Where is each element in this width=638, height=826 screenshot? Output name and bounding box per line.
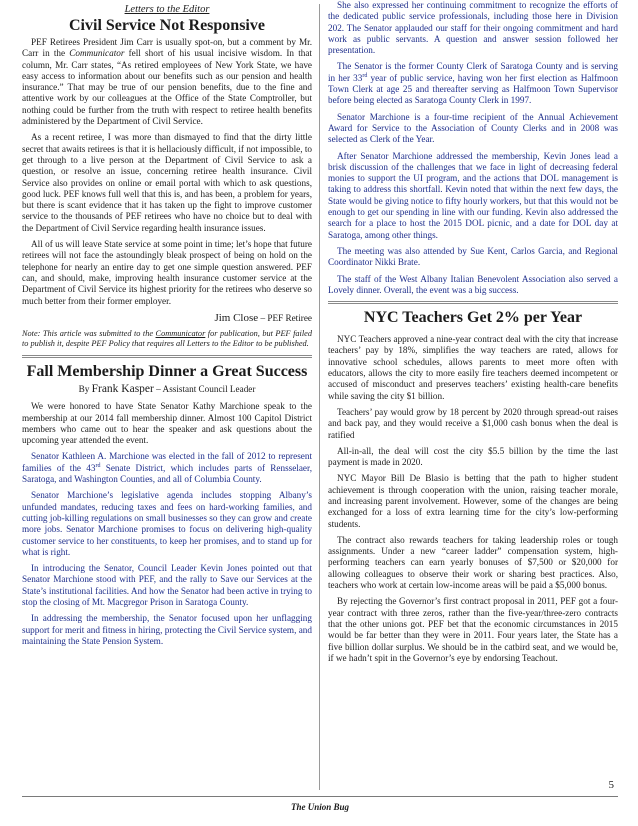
article-paragraph: NYC Mayor Bill De Blasio is betting that the path to higher student achievement is through cooperation with the union, raising teacher morale, and increasing parent involvement. However, some of the changes are being exchanged for a loss of extra learning time for the city’s low-performing students. xyxy=(328,473,618,529)
left-column xyxy=(22,0,312,652)
publication-name: Communicator xyxy=(69,48,125,59)
byline-prefix: By xyxy=(78,384,92,395)
article-paragraph: In introducing the Senator, Council Leader Kevin Jones pointed out that Senator Marchione stood with PEF, and the rally to Save our Services at the State’s institutional facilities. And how the Senator had been active in trying to stop the closing of Mt. Macgregor Prison in Saratoga County. xyxy=(22,563,312,607)
paragraph-text: The Senator is the former County Clerk of Saratoga County and is serving in her 33 xyxy=(328,61,618,83)
article-paragraph xyxy=(328,61,618,106)
page-number: 5 xyxy=(608,779,614,791)
byline-role: – Assistant Council Leader xyxy=(153,384,256,395)
publication-footer: The Union Bug xyxy=(290,802,350,812)
column-divider xyxy=(319,4,320,790)
article-paragraph: Teachers’ pay would grow by 18 percent by 2020 through spread-out raises and back pay, and they would receive a $1,000 cash bonus when the deal is ratified xyxy=(328,406,618,440)
section-divider xyxy=(22,355,312,358)
publication-name: Communicator xyxy=(155,328,206,338)
paragraph-text: PEF Retirees President Jim Carr is usually spot-on, but a comment by Mr. Carr in the xyxy=(22,37,312,59)
article-paragraph: The meeting was also attended by Sue Kent, Carlos Garcia, and Regional Coordinator Nikki Brate. xyxy=(328,245,618,268)
article-paragraph: All-in-all, the deal will cost the city $5.5 billion by the time the last payment is made in 2020. xyxy=(328,445,618,468)
article-paragraph: She also expressed her continuing commitment to recognize the efforts of the dedicated public service professionals, including those here in Division 202. The Senator applauded our staff for their ongoing commitment and hard work as public servants. A question and answer session followed her presentation. xyxy=(328,0,618,56)
article-paragraph: After Senator Marchione addressed the membership, Kevin Jones lead a brisk discussion of the challenges that we face in light of decreasing federal monies to support the UI program, and the actions that DOL management is taking to address this shortfall. Kevin noted that within the next few days, the State would be giving notice to fifty hourly workers, but that this would not be enough to get our spending in line with our funding. Kevin also addressed the search for a place to host the 2015 DOL picnic, and a date for DOL day at Saratoga, among other things. xyxy=(328,150,618,240)
right-column xyxy=(328,0,618,669)
note-text: for publication, but PEF failed to publish it, despite PEF Policy that requires all Letters to the Editor to be published. xyxy=(22,328,312,349)
newsletter-page xyxy=(22,0,618,826)
article-title-fall-dinner: Fall Membership Dinner a Great Success xyxy=(26,363,308,381)
article-paragraph: By rejecting the Governor’s first contract proposal in 2011, PEF got a four-year contract with three zeros, rather than the five-year/three-zero contracts that the other unions got. PEF bet that the economic circumstances in 2015 would be far better than they were in 2011. Four years later, the State has a five billion dollar surplus. We should be in the catbird seat, and we would be, if we hadn’t spit in the Governor’s eye by endorsing Teachout. xyxy=(328,596,618,663)
footer-divider xyxy=(22,796,618,797)
article-title-nyc-teachers: NYC Teachers Get 2% per Year xyxy=(363,309,583,327)
article-byline xyxy=(22,383,312,395)
paragraph-text: year of public service, having won her first election as Halfmoon Town Clerk at age 25 and thereafter serving as Halfmoon Town Supervisor before being elected as Saratoga County Clerk in 1997. xyxy=(328,72,618,106)
letter-signature xyxy=(22,312,312,325)
section-kicker: Letters to the Editor xyxy=(124,4,210,15)
section-divider xyxy=(328,301,618,304)
byline-author: Frank Kasper xyxy=(91,383,154,396)
paragraph-text: Senator Kathleen A. Marchione was elected in the fall of 2012 to represent families of the 43 xyxy=(22,451,312,473)
article-paragraph xyxy=(22,37,312,127)
article-paragraph: In addressing the membership, the Senator focused upon her unflagging support for merit and fitness in hiring, protecting the Civil Service system, and maintaining the State Pension System. xyxy=(22,613,312,646)
paragraph-text: fell short of his usual incisive wisdom. In that column, Mr. Carr states, “As retired employees of New York State, we have easy access to information about our benefits such as our pension and health insurance.” That may be true of our pension benefits, due to the fine and attentive work by our colleagues at the Office of the State Comptroller, but nothing could be further from the truth with respect to retiree health benefits administered by the Department of Civil Service. xyxy=(22,48,312,127)
article-paragraph: We were honored to have State Senator Kathy Marchione speak to the membership at our 2014 fall membership dinner. Almost 100 Capitol District members who came out to hear the speaker and ask questions about the upcoming year attended the event. xyxy=(22,401,312,446)
article-paragraph: Senator Marchione’s legislative agenda includes stopping Albany’s unfunded mandates, reducing taxes and fees on hard-working families, and cutting job-killing regulations on small businesses so they can grow and create more jobs. Senator Marchione promises to focus on delivering high-quality customer service to her constituents, to keep her promises, and to stand up for what is right. xyxy=(22,490,312,557)
article-title-civil-service: Civil Service Not Responsive xyxy=(69,17,265,34)
signature-title: – PEF Retiree xyxy=(258,312,312,323)
article-paragraph: NYC Teachers approved a nine-year contract deal with the city that increase teachers’ pay by 18%, simplifies the way teachers are rated, allows for innovative school schedules, allows parents to meet more often with educators, allows the city to more easily fire teachers deemed incompetent or accused of misconduct and preserves teachers’ existing health-care benefits while saving the city $1 billion. xyxy=(328,334,618,401)
editor-note xyxy=(22,329,312,349)
note-text: Note: This article was submitted to the xyxy=(22,328,156,338)
article-paragraph: Senator Marchione is a four-time recipient of the Annual Achievement Award for Service to the Association of County Clerks and in 2008 was selected as Clerk of the Year. xyxy=(328,111,618,145)
article-paragraph xyxy=(22,451,312,485)
signature-name: Jim Close xyxy=(214,311,259,324)
article-paragraph: As a recent retiree, I was more than dismayed to find that the dirty little secret that awaits retirees is that it is hellaciously difficult, if not impossible, to get through to a live person at the Department of Civil Service to ask a question, or resolve an issue, concerning retiree health insurance. Civil Service also provides on online or email portal with which to ask questions, good luck. PEF knows full well that this is, and has been, a problem for years, but there is scant evidence that it has taken up the fight to improve customer service to the thousands of PEF retirees who have no choice but to deal with the Department of Civil Service regarding health insurance issues. xyxy=(22,132,312,233)
paragraph-text: Senate District, which includes parts of Rensselaer, Saratoga, and Washington Counties, and all of Columbia County. xyxy=(22,462,312,485)
ordinal-suffix: rd xyxy=(362,72,368,79)
ordinal-suffix: rd xyxy=(95,462,101,469)
article-paragraph: The contract also rewards teachers for taking leadership roles or tough assignments. Under a new “career ladder” compensation system, high-performing teachers can earn yearly bonuses of $7,500 or $20,000 for allowing colleagues to observe their work or sharing best practices. Also, teachers who work at certain low-income areas will be paid a $5,000 bonus. xyxy=(328,534,618,591)
article-paragraph: The staff of the West Albany Italian Benevolent Association also served a Lovely dinner. Overall, the event was a big success. xyxy=(328,273,618,295)
article-paragraph: All of us will leave State service at some point in time; let’s hope that future retirees will not face the astoundingly bleak prospect of being on hold on the telephone for nearly an entire day to get one simple question answered. PEF can, and should, make, improving health insurance customer service at the Department of Civil Service its highest priority for the retirees who deserve so much better from their former employer. xyxy=(22,239,312,306)
